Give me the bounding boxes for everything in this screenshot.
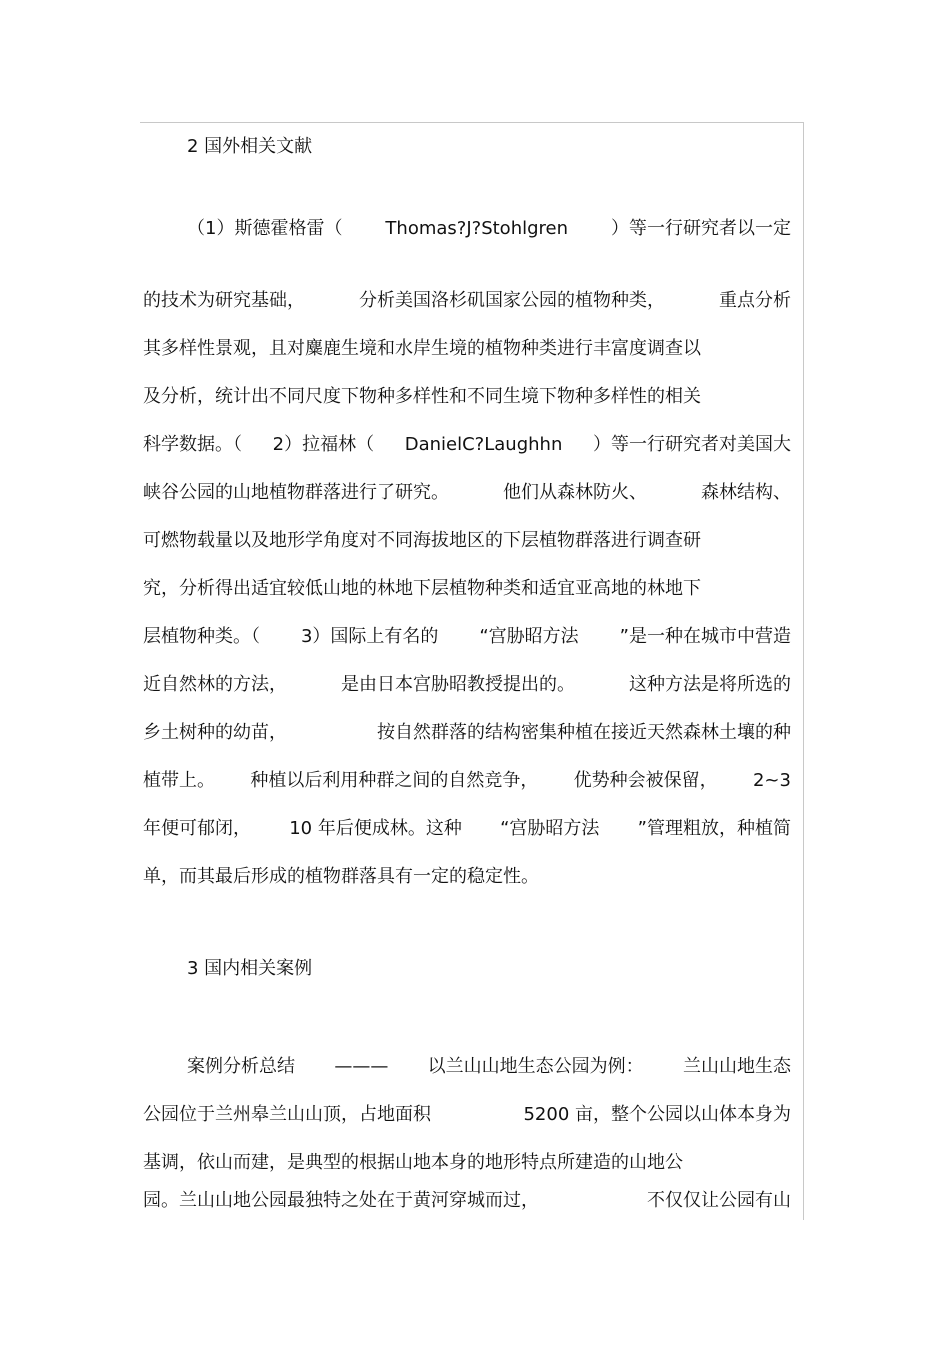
section-2-body-text-segment: 3）国际上有名的 [300, 626, 439, 647]
section-3-body-text-segment: 以兰山山地生态公园为例： [427, 1056, 644, 1077]
section-2-body-line [187, 217, 791, 241]
section-2-body-text-segment: （1）斯德霍格雷（ [187, 218, 343, 239]
section-2-body-line [143, 433, 791, 457]
section-3-body-text-segment: 公园位于兰州皋兰山山顶，占地面积 [143, 1104, 431, 1125]
section-3-body-line [143, 1103, 791, 1127]
section-2-body-text-segment: 科学数据。（ [143, 434, 242, 455]
section-3-body-line [143, 1189, 791, 1213]
section-3-body-text-segment: 不仅仅让公园有山 [647, 1190, 791, 1211]
section-2-body-line [143, 769, 791, 793]
page-frame-top-border [140, 122, 804, 123]
section-2-body-line [143, 481, 791, 505]
section-2-body-line [143, 337, 791, 361]
section-2-body-text-segment: 重点分析 [719, 290, 791, 311]
section-2-body-text-segment: 层植物种类。（ [143, 626, 260, 647]
section-3-heading: 3 国内相关案例 [187, 958, 313, 979]
section-2-body-text-segment: 及分析，统计出不同尺度下物种多样性和不同生境下物种多样性的相关 [143, 386, 701, 407]
section-2-body-line [143, 865, 791, 889]
section-2-body-line [143, 817, 791, 841]
section-2-body-text-segment: ”管理粗放，种植简 [637, 818, 791, 839]
section-3-body-text-segment: 基调，依山而建，是典型的根据山地本身的地形特点所建造的山地公 [143, 1152, 683, 1173]
section-2-body-line [143, 577, 791, 601]
section-2-body-text-segment: 按自然群落的结构密集种植在接近天然森林土壤的种 [377, 722, 791, 743]
section-2-body-line [143, 721, 791, 745]
section-2-body-text-segment: DanielC?Laughhn [404, 434, 563, 455]
section-3-body-text-segment: ——— [334, 1056, 389, 1077]
section-3-body-text-segment: 园。兰山山地公园最独特之处在于黄河穿城而过， [143, 1190, 539, 1211]
section-2-body-text-segment: 的技术为研究基础， [143, 290, 305, 311]
section-2-body-text-segment: 2~3 [752, 770, 791, 791]
section-2-body-text-segment: 单，而其最后形成的植物群落具有一定的稳定性。 [143, 866, 539, 887]
section-2-body-line [143, 625, 791, 649]
section-2-body-text-segment: 这种方法是将所选的 [629, 674, 791, 695]
section-2-body-text-segment: ）等一行研究者对美国大 [593, 434, 791, 455]
page-frame-right-border [803, 122, 804, 1220]
section-2-body-text-segment: 森林结构、 [701, 482, 791, 503]
section-2-body-line [143, 385, 791, 409]
section-2-body-text-segment: 分析美国洛杉矶国家公园的植物种类， [359, 290, 665, 311]
section-2-body-text-segment: 其多样性景观，且对麋鹿生境和水岸生境的植物种类进行丰富度调查以 [143, 338, 701, 359]
section-3-body-text-segment: 5200 亩，整个公园以山体本身为 [523, 1104, 791, 1125]
section-2-body-text-segment: ）等一行研究者以一定 [610, 218, 791, 239]
section-2-body-text-segment: 可燃物载量以及地形学角度对不同海拔地区的下层植物群落进行调查研 [143, 530, 701, 551]
section-2-body-text-segment: 种植以后利用种群之间的自然竞争， [250, 770, 539, 791]
section-2-body-text-segment: Thomas?J?Stohlgren [385, 218, 569, 239]
section-2-body-text-segment: 植带上。 [143, 770, 215, 791]
section-3-body-line [143, 1151, 791, 1175]
section-2-body-text-segment: 他们从森林防火、 [503, 482, 647, 503]
section-2-body-text-segment: “宫胁昭方法 [479, 626, 579, 647]
section-2-body-line [143, 529, 791, 553]
section-2-body-text-segment: “宫胁昭方法 [500, 818, 600, 839]
section-2-body-line [143, 289, 791, 313]
section-2-heading: 2 国外相关文献 [187, 136, 313, 157]
section-2-body-text-segment: ”是一种在城市中营造 [619, 626, 791, 647]
section-2-body-text-segment: 10 年后便成林。这种 [289, 818, 462, 839]
section-2-body-text-segment: 峡谷公园的山地植物群落进行了研究。 [143, 482, 449, 503]
section-3-body-line [187, 1055, 791, 1079]
section-2-body-text-segment: 究，分析得出适宜较低山地的林地下层植物种类和适宜亚高地的林地下 [143, 578, 701, 599]
section-2-body-text-segment: 优势种会被保留， [573, 770, 718, 791]
section-3-body-text-segment: 兰山山地生态 [682, 1056, 791, 1077]
section-2-body-text-segment: 是由日本宫胁昭教授提出的。 [341, 674, 575, 695]
section-3-body-text-segment: 案例分析总结 [187, 1056, 295, 1077]
section-2-body-text-segment: 年便可郁闭， [143, 818, 251, 839]
section-2-body-text-segment: 近自然林的方法， [143, 674, 287, 695]
section-2-body-text-segment: 乡土树种的幼苗， [143, 722, 287, 743]
section-2-body-text-segment: 2）拉福林（ [272, 434, 375, 455]
section-2-body-line [143, 673, 791, 697]
